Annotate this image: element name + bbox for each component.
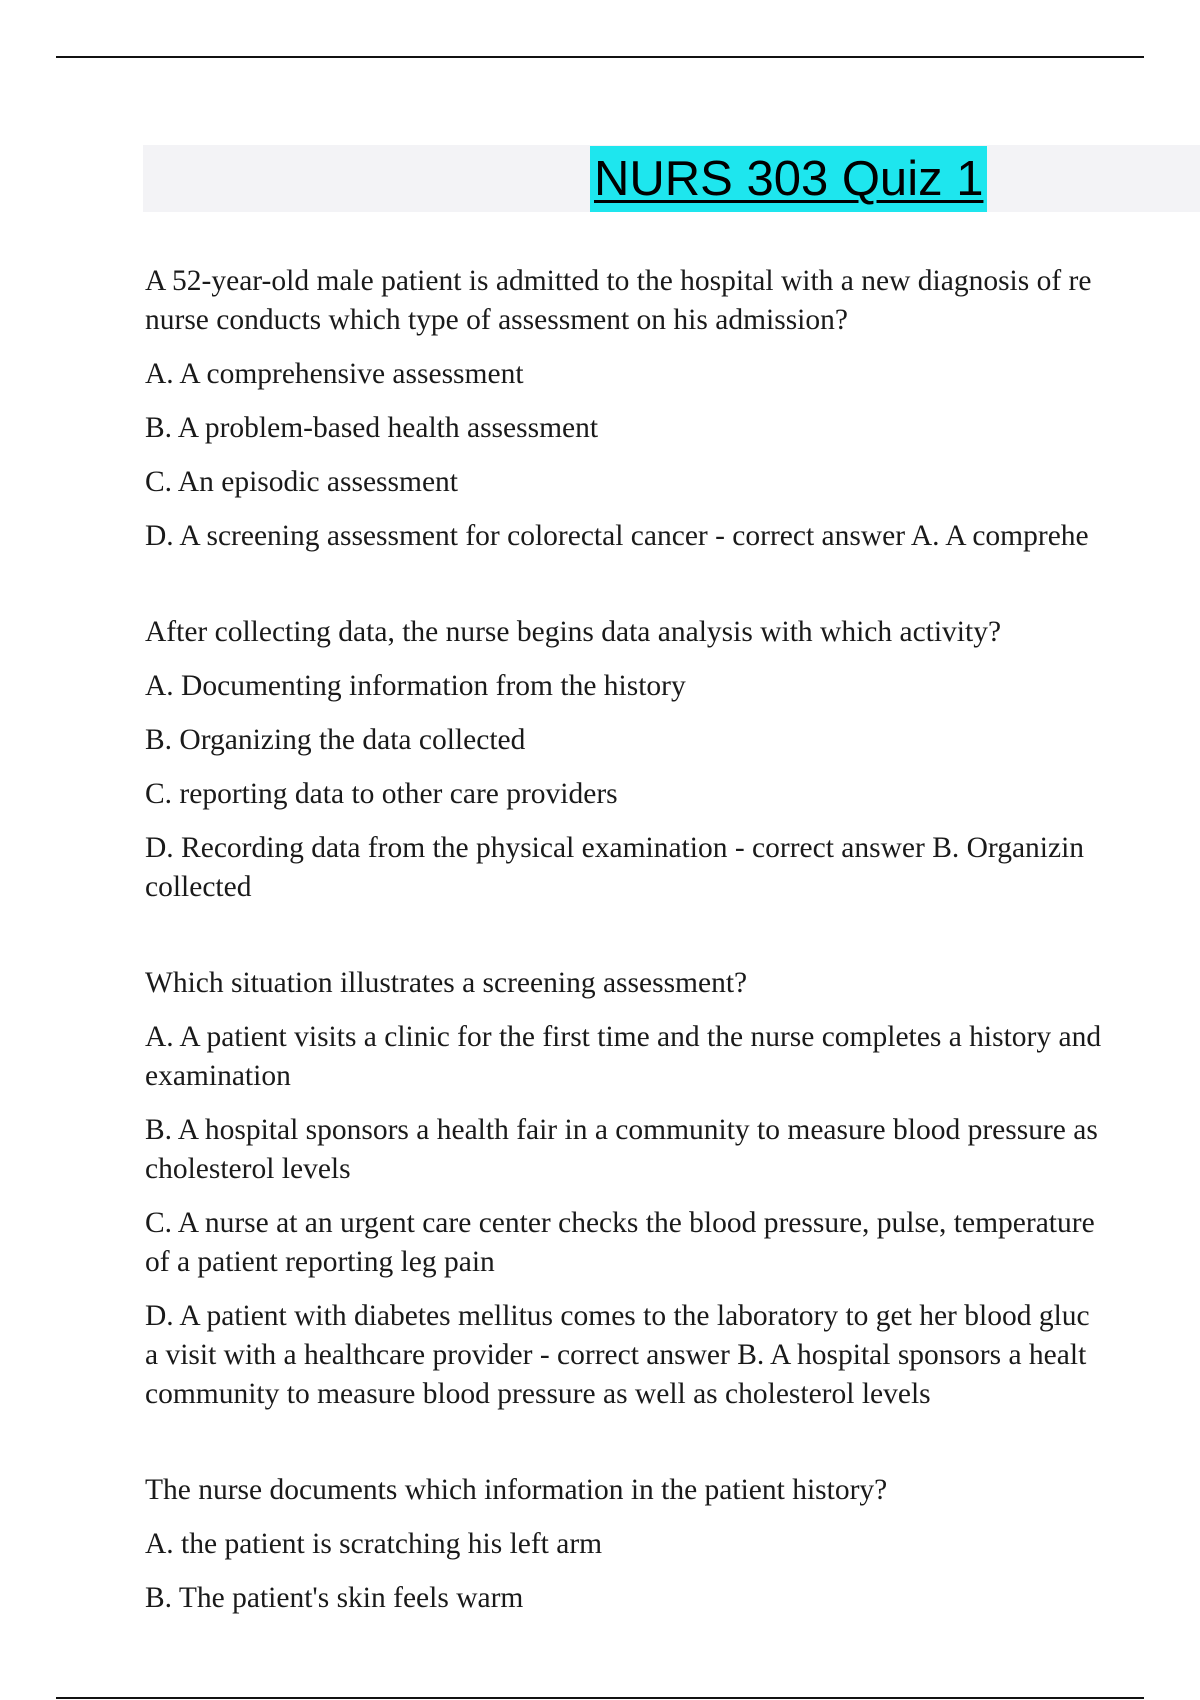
question-text-1: A 52-year-old male patient is admitted to the hospital with a new diagnosis of re nurse conducts which type of assessment on his admission? [145,265,1092,336]
option-1d-with-answer: D. A screening assessment for colorectal cancer - correct answer A. A comprehe [145,520,1089,552]
option-1b: B. A problem-based health assessment [145,412,599,444]
page-title: NURS 303 Quiz 1 [590,146,987,212]
option-2b: B. Organizing the data collected [145,724,526,756]
option-3a: A. A patient visits a clinic for the first time and the nurse completes a history and examination [145,1021,1102,1092]
question-text-3: Which situation illustrates a screening assessment? [145,967,748,999]
question-block-1 [145,262,1200,556]
option-1c: C. An episodic assessment [145,466,459,498]
option-4b: B. The patient's skin feels warm [145,1582,524,1614]
question-text-2: After collecting data, the nurse begins data analysis with which activity? [145,616,1002,648]
top-rule [56,56,1144,58]
question-block-2 [145,613,1200,907]
question-text-4: The nurse documents which information in the patient history? [145,1474,888,1506]
option-3d-with-answer: D. A patient with diabetes mellitus comes to the laboratory to get her blood gluc a visit with a healthcare provider - correct answer B. A hospital sponsors a healt community to measure blood pressure as well as cholesterol levels [145,1300,1090,1410]
question-block-4 [145,1471,1200,1618]
option-4a: A. the patient is scratching his left arm [145,1528,603,1560]
option-1a: A. A comprehensive assessment [145,358,524,390]
option-3b: B. A hospital sponsors a health fair in a community to measure blood pressure as cholesterol levels [145,1114,1098,1185]
quiz-content [145,262,1200,1633]
question-block-3 [145,964,1200,1414]
bottom-rule [56,1697,1144,1699]
option-3c: C. A nurse at an urgent care center checks the blood pressure, pulse, temperature of a patient reporting leg pain [145,1207,1095,1278]
option-2d-with-answer: D. Recording data from the physical examination - correct answer B. Organizin collected [145,832,1085,903]
option-2c: C. reporting data to other care providers [145,778,618,810]
option-2a: A. Documenting information from the history [145,670,686,702]
